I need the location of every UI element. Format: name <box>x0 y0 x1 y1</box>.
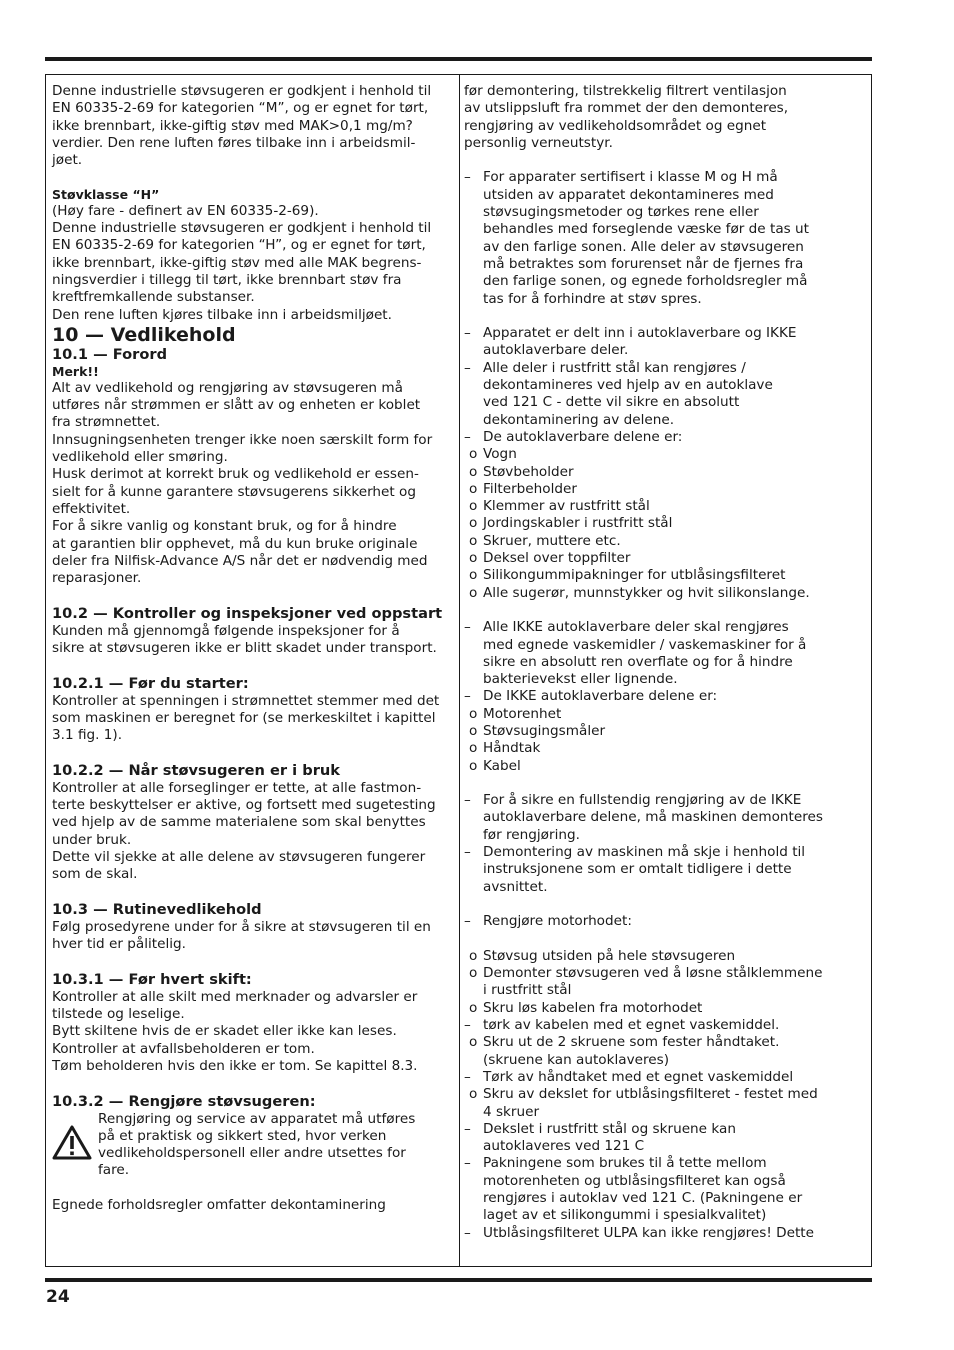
warning-text <box>98 1111 415 1180</box>
text-line: personlig verneutstyr. <box>464 134 613 151</box>
text-line: autoklaverbare deler. <box>483 342 629 359</box>
text-line: De IKKE autoklaverbare delene er: <box>483 688 718 705</box>
text-line: Alt av vedlikehold og rengjøring av støvsugeren må <box>52 379 403 396</box>
bullet-marker: o <box>469 567 478 584</box>
text-line: vedlikehold eller smøring. <box>52 449 228 466</box>
text-line: fare. <box>98 1162 130 1179</box>
dust-class-h-text <box>52 203 454 324</box>
right-intro <box>464 83 864 152</box>
text-line: Innsugningsenheten trenger ikke noen særskilt form for <box>52 431 433 448</box>
text-line: sikre en absolutt ren overflate og for å hindre <box>483 653 793 670</box>
text-line: For apparater sertifisert i klasse M og H må <box>483 169 778 186</box>
text-line: ikke brennbart, ikke-giftig støv med MAK>0,1 mg/m? <box>52 117 413 134</box>
list-item-text: Skruer, muttere etc. <box>483 532 621 549</box>
section-10-2-title: 10.2 — Kontroller og inspeksjoner ved oppstart <box>52 604 443 622</box>
text-line: i rustfritt stål <box>483 982 572 999</box>
list-item-text: Filterbeholder <box>483 480 577 497</box>
bullet-marker: o <box>469 532 478 549</box>
text-line: Husk derimot at korrekt bruk og vedlikehold er essen- <box>52 466 419 483</box>
text-line: reparasjoner. <box>52 570 142 587</box>
list-item-text: Deksel over toppfilter <box>483 550 631 567</box>
text-line: før rengjøring. <box>483 826 580 843</box>
text-line: som de skal. <box>52 866 138 883</box>
section-10-3-title: 10.3 — Rutinevedlikehold <box>52 900 262 918</box>
text-line: Demontering av maskinen må skje i henhold til <box>483 844 806 861</box>
section-10-3-2-title: 10.3.2 — Rengjøre støvsugeren: <box>52 1092 316 1110</box>
text-line: Rengjøring og service av apparatet må utføres <box>98 1110 416 1127</box>
motor-step <box>464 1155 864 1224</box>
text-line: (Høy fare - definert av EN 60335-2-69). <box>52 202 319 219</box>
bullet-marker: – <box>464 1017 471 1034</box>
non-autoclavable-list <box>464 706 864 775</box>
bullet-marker: o <box>469 584 478 601</box>
text-line: Kontroller at alle skilt med merknader og advarsler er <box>52 988 418 1005</box>
motor-step <box>464 948 864 965</box>
text-line: utføres når strømmen er slått av og enheten er koblet <box>52 397 421 414</box>
column-divider <box>459 74 460 1267</box>
list-item <box>464 515 864 532</box>
bullet-marker: o <box>469 480 478 497</box>
section-10-2-1-text <box>52 693 454 745</box>
dash-item: – For å sikre en fullstendig rengjøring av de IKKE autoklaverbare delene, må maskinen demonteres før rengjøring. <box>464 792 864 844</box>
list-item <box>464 498 864 515</box>
section-10-title: 10 — Vedlikehold <box>52 323 236 346</box>
bullet-marker: o <box>469 757 478 774</box>
text-line: Kontroller at alle forseglinger er tette, at alle fastmon- <box>52 779 422 796</box>
bullet-marker: o <box>469 498 478 515</box>
text-line: Apparatet er delt inn i autoklaverbare og IKKE <box>483 325 797 342</box>
list-item <box>464 464 864 481</box>
text-line: effektivitet. <box>52 500 131 517</box>
text-line: med egnede vaskemidler / vaskemaskiner for å <box>483 636 807 653</box>
text-line: Støvsug utsiden på hele støvsugeren <box>483 947 736 964</box>
text-line: ved hjelp av de samme materialene som skal benyttes <box>52 814 426 831</box>
list-item <box>464 723 864 740</box>
closing-line: Egnede forholdsregler omfatter dekontaminering <box>52 1197 386 1214</box>
dash-item: – Demontering av maskinen må skje i henhold til instruksjonene som er omtalt tidligere i dette avsnittet. <box>464 844 864 896</box>
bullet-marker: – <box>464 1155 471 1172</box>
text-line: verdier. Den rene luften føres tilbake inn i arbeidsmil- <box>52 134 416 151</box>
page-number: 24 <box>46 1287 70 1307</box>
section-10-2-2-text <box>52 780 454 884</box>
dash-item: – Alle IKKE autoklaverbare deler skal rengjøres med egnede vaskemidler / vaskemaskiner for å sikre en absolutt ren overflate og for å hindre bakterievekst eller lignende. <box>464 619 864 688</box>
warning-block <box>52 1111 454 1180</box>
bullet-marker: o <box>469 1034 478 1051</box>
motor-steps <box>464 948 864 1242</box>
bullet-marker: – <box>464 1068 471 1085</box>
text-line: Kontroller at avfallsbeholderen er tom. <box>52 1040 315 1057</box>
intro-category-m <box>52 83 454 169</box>
text-line: Skru av dekslet for utblåsingsfilteret - festet med <box>483 1086 818 1103</box>
section-10-2-1-title: 10.2.1 — Før du starter: <box>52 674 249 692</box>
text-line: tas for å forhindre at støv spres. <box>483 290 702 307</box>
bullet-marker: o <box>469 947 478 964</box>
list-item-text: Støvsugingsmåler <box>483 722 606 739</box>
text-line: bakterievekst eller lignende. <box>483 671 678 688</box>
bullet-marker: – <box>464 1224 471 1241</box>
warning-triangle-icon <box>52 1125 98 1165</box>
text-line: Utblåsingsfilteret ULPA kan ikke rengjøres! Dette <box>483 1224 814 1241</box>
text-line: dekontamineres ved hjelp av en autoklave <box>483 377 773 394</box>
text-line: under bruk. <box>52 831 132 848</box>
text-line: hver tid er pålitelig. <box>52 936 186 953</box>
text-line: behandles med forseglende væske før de tas ut <box>483 221 809 238</box>
text-line: av utslippsluft fra rommet der den demonteres, <box>464 100 789 117</box>
list-item <box>464 585 864 602</box>
text-line: Kunden må gjennomgå følgende inspeksjoner for å <box>52 622 400 639</box>
text-line: 3.1 fig. 1). <box>52 727 123 744</box>
text-line: jøet. <box>52 152 83 169</box>
text-line: rengjøres i autoklav ved 121 C. (Pakningene er <box>483 1190 803 1206</box>
text-line: utsiden av apparatet dekontamineres med <box>483 186 774 203</box>
bullet-marker: o <box>469 463 478 480</box>
text-line: sikre at støvsugeren ikke er blitt skadet under transport. <box>52 640 437 657</box>
text-line: Denne industrielle støvsugeren er godkjent i henhold til <box>52 83 432 99</box>
left-column <box>52 83 454 1214</box>
text-line: kreftfremkallende substanser. <box>52 289 255 306</box>
text-line: Alle deler i rustfritt stål kan rengjøres / <box>483 359 746 376</box>
text-line: Dette vil sjekke at alle delene av støvsugeren fungerer <box>52 848 426 865</box>
text-line: avsnittet. <box>483 878 548 895</box>
list-item-text: Støvbeholder <box>483 463 574 480</box>
section-10-1-text <box>52 380 454 588</box>
list-item-text: Jordingskabler i rustfritt stål <box>483 515 673 532</box>
section-10-2-2-title: 10.2.2 — Når støvsugeren er i bruk <box>52 761 340 779</box>
text-line: Skru løs kabelen fra motorhodet <box>483 999 703 1016</box>
text-line: sielt for å kunne garantere støvsugerens sikkerhet og <box>52 483 417 500</box>
text-line: autoklaveres ved 121 C <box>483 1138 645 1155</box>
motor-step <box>464 1086 864 1121</box>
list-item <box>464 758 864 775</box>
top-rule <box>45 57 872 61</box>
text-line: deler fra Nilfisk-Advance A/S når det er nødvendig med <box>52 552 428 569</box>
text-line: Følg prosedyrene under for å sikre at støvsugeren til en <box>52 918 431 935</box>
list-item-text: Klemmer av rustfritt stål <box>483 498 650 515</box>
text-line: vedlikeholdspersonell eller andre utsettes for <box>98 1145 406 1162</box>
text-line: (skruene kan autoklaveres) <box>483 1051 670 1068</box>
text-line: instruksjonene som er omtalt tidligere i dette <box>483 861 792 878</box>
list-item <box>464 550 864 567</box>
motor-step <box>464 1000 864 1017</box>
list-item <box>464 481 864 498</box>
list-item <box>464 533 864 550</box>
text-line: Alle IKKE autoklaverbare deler skal rengjøres <box>483 619 789 636</box>
motor-step <box>464 1069 864 1086</box>
note-label: Merk!! <box>52 363 99 379</box>
dash-item: – Alle deler i rustfritt stål kan rengjøres / dekontamineres ved hjelp av en autoklave ved 121 C - dette vil sikre en absolutt dekontaminering av delene. <box>464 360 864 429</box>
text-line: før demontering, tilstrekkelig filtrert ventilasjon <box>464 83 787 99</box>
bullet-marker: o <box>469 446 478 463</box>
list-item <box>464 446 864 463</box>
autoclavable-list <box>464 446 864 602</box>
text-line: Rengjøre motorhodet: <box>483 913 632 930</box>
text-line: EN 60335-2-69 for kategorien “M”, og er egnet for tørt, <box>52 100 429 117</box>
text-line: ningsverdier i tillegg til tørt, ikke brennbart støv fra <box>52 271 402 288</box>
motor-step <box>464 1121 864 1156</box>
text-line: Dekslet i rustfritt stål og skruene kan <box>483 1120 736 1137</box>
bullet-marker: o <box>469 722 478 739</box>
text-line: For å sikre vanlig og konstant bruk, og for å hindre <box>52 518 397 535</box>
bullet-marker: – <box>464 1120 471 1137</box>
text-line: støvsugingsmetoder og tørkes rene eller <box>483 204 759 221</box>
list-item <box>464 706 864 723</box>
text-line: ikke brennbart, ikke-giftig støv med alle MAK begrens- <box>52 254 422 271</box>
text-line: De autoklaverbare delene er: <box>483 428 683 445</box>
text-line: Bytt skiltene hvis de er skadet eller ikke kan leses. <box>52 1023 397 1040</box>
text-line: Den rene luften kjøres tilbake inn i arbeidsmiljøet. <box>52 306 392 323</box>
bullet-marker: o <box>469 965 478 982</box>
text-line: autoklaverbare delene, må maskinen demonteres <box>483 809 823 826</box>
list-item-text: Silikongummipakninger for utblåsingsfilteret <box>483 567 786 584</box>
text-line: Kontroller at spenningen i strømnettet stemmer med det <box>52 692 440 709</box>
motor-step <box>464 965 864 1000</box>
list-item-text: Kabel <box>483 757 521 774</box>
text-line: at garantien blir opphevet, må du kun bruke originale <box>52 535 418 552</box>
text-line: Pakningene som brukes til å tette mellom <box>483 1155 767 1172</box>
text-line: fra strømnettet. <box>52 414 161 431</box>
text-line: Skru ut de 2 skruene som fester håndtaket. <box>483 1034 780 1051</box>
section-10-3-1-title: 10.3.1 — Før hvert skift: <box>52 970 252 988</box>
text-line: Denne industrielle støvsugeren er godkjent i henhold til <box>52 220 432 237</box>
text-line: motorenheten og utblåsingsfilteret kan også <box>483 1172 786 1189</box>
right-column <box>464 83 864 1242</box>
dash-item: – Rengjøre motorhodet: <box>464 913 864 930</box>
text-line: dekontaminering av delene. <box>483 411 675 428</box>
section-10-2-text <box>52 623 454 658</box>
dash-item: – De IKKE autoklaverbare delene er: <box>464 688 864 705</box>
bullet-marker: o <box>469 740 478 757</box>
text-line: Tørk av håndtaket med et egnet vaskemiddel <box>483 1068 794 1085</box>
text-line: terte beskyttelser er aktive, og fortsett med sugetesting <box>52 797 436 814</box>
text-line: av den farlige sonen. Alle deler av støvsugeren <box>483 238 804 255</box>
text-line: ved 121 C - dette vil sikre en absolutt <box>483 394 740 411</box>
motor-step <box>464 1034 864 1069</box>
list-item-text: Motorenhet <box>483 705 562 722</box>
section-10-3-1-text <box>52 989 454 1075</box>
motor-step <box>464 1225 864 1242</box>
text-line: på et praktisk og sikkert sted, hvor verken <box>98 1127 387 1144</box>
text-line: må betraktes som forurenset når de fjernes fra <box>483 255 804 272</box>
text-line: laget av et silikongummi i spesialkvalitet) <box>483 1207 767 1224</box>
dust-class-h-heading: Støvklasse “H” <box>52 186 160 202</box>
list-item <box>464 740 864 757</box>
list-item <box>464 567 864 584</box>
bullet-marker: o <box>469 515 478 532</box>
bottom-rule <box>45 1278 872 1282</box>
bullet-marker: o <box>469 550 478 567</box>
text-line: som maskinen er beregnet for (se merkeskiltet i kapittel <box>52 709 436 726</box>
text-line: tørk av kabelen med et egnet vaskemiddel. <box>483 1017 780 1034</box>
dash-item: – For apparater sertifisert i klasse M og H må utsiden av apparatet dekontamineres med støvsugingsmetoder og tørkes rene eller behandles med forseglende væske før de tas ut av den farlige sonen. Alle deler av støvsugeren må betraktes som forurenset når de fjernes fra den farlige sonen, og egnede forholdsregler må tas for å forhindre at støv spres. <box>464 169 864 307</box>
dash-item: – Apparatet er delt inn i autoklaverbare og IKKE autoklaverbare deler. <box>464 325 864 360</box>
bullet-marker: o <box>469 705 478 722</box>
bullet-marker: o <box>469 1086 478 1103</box>
list-item-text: Vogn <box>483 446 517 463</box>
section-10-1-title: 10.1 — Forord <box>52 345 168 363</box>
dash-item: – De autoklaverbare delene er: <box>464 429 864 446</box>
text-line: tilstede og leselige. <box>52 1006 185 1023</box>
section-10-3-text <box>52 919 454 954</box>
text-line: EN 60335-2-69 for kategorien “H”, og er egnet for tørt, <box>52 237 426 254</box>
list-item-text: Håndtak <box>483 740 541 757</box>
text-line: Tøm beholderen hvis den ikke er tom. Se kapittel 8.3. <box>52 1057 418 1074</box>
bullet-marker: o <box>469 999 478 1016</box>
text-line: den farlige sonen, og egnede forholdsregler må <box>483 273 808 290</box>
text-line: For å sikre en fullstendig rengjøring av de IKKE <box>483 792 802 809</box>
motor-step <box>464 1017 864 1034</box>
list-item-text: Alle sugerør, munnstykker og hvit silikonslange. <box>483 584 810 601</box>
text-line: 4 skruer <box>483 1103 540 1120</box>
text-line: rengjøring av vedlikeholdsområdet og egnet <box>464 117 767 134</box>
text-line: Demonter støvsugeren ved å løsne stålklemmene <box>483 965 823 982</box>
